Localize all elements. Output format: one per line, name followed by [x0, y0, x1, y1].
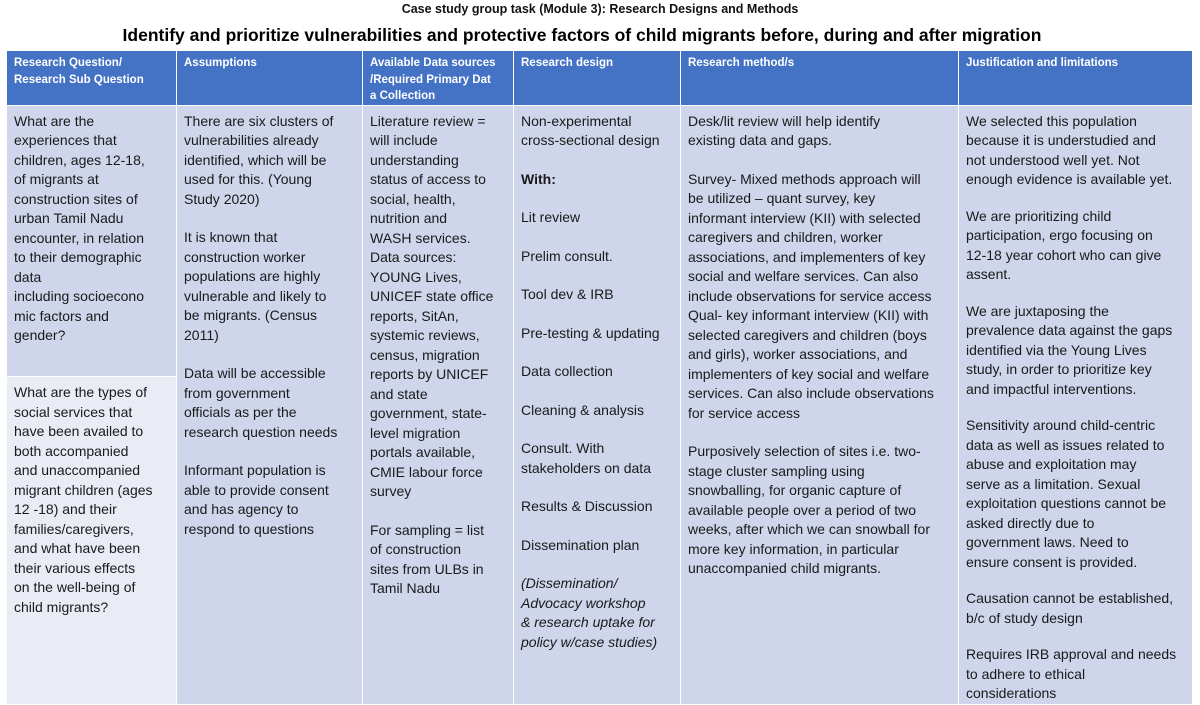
design-step: Dissemination plan	[521, 536, 640, 553]
data-sources-cell	[363, 105, 514, 704]
column-header-research-methods: Research method/s	[681, 51, 959, 106]
design-step: Cleaning & analysis	[521, 401, 644, 418]
column-header-research-question: Research Question/ Research Sub Question	[7, 51, 177, 106]
design-step: Lit review	[521, 209, 581, 225]
table-row	[7, 105, 1193, 377]
justification-item: We selected this population because it is understudied and not understood well yet. Not enough evidence is available yet.	[966, 112, 1173, 187]
assumption-item: It is known that construction worker populations are highly vulnerable and likely to be migrants. (Census 2011)	[184, 229, 327, 343]
assumption-item: Data will be accessible from government officials as per the research question needs	[184, 365, 338, 440]
research-question-2: What are the types of social services that have been availed to both accompanied and unaccompanied migrant children (ages 12 -18) and their families/caregivers, and what have been their various effects on the well-being of child migrants?	[14, 384, 153, 615]
data-source-item: Literature review = will include understanding status of access to social, health, nutrition and WASH services. Data sources: YOUNG Lives, UNICEF state office reports, SitAn, systemic reviews, census, migration reports by UNICEF and state government, state- level migration portals available, CMIE labour force survey	[370, 112, 494, 499]
column-header-justification: Justification and limitations	[959, 51, 1193, 106]
design-step: Pre-testing & updating	[521, 324, 660, 341]
design-intro: Non-experimental cross-sectional design	[521, 112, 660, 148]
column-header-assumptions: Assumptions	[177, 51, 363, 106]
design-step: Prelim consult.	[521, 247, 613, 264]
design-step: Tool dev & IRB	[521, 286, 614, 302]
method-item: Purposively selection of sites i.e. two- stage cluster sampling using snowballing, for organic capture of available people over a period of two weeks, after which we can snowball for more key information, in particular unaccompanied child migrants.	[688, 443, 930, 576]
justification-item: Sensitivity around child-centric data as well as issues related to abuse and exploitation may serve as a limitation. Sexual exploitation questions cannot be asked directly due to government laws. Need to ensure consent is provided.	[966, 417, 1167, 570]
design-step: Results & Discussion	[521, 498, 653, 514]
table-header-row	[7, 51, 1193, 106]
slide-supertitle: Case study group task (Module 3): Research Designs and Methods	[401, 2, 799, 16]
research-question-1: What are the experiences that children, ages 12-18, of migrants at construction sites of urban Tamil Nadu encounter, in relation to their demographic data including socioecono mic factors and gender?	[14, 112, 145, 343]
research-question-2-cell	[7, 377, 177, 704]
column-header-data-sources: Available Data sources /Required Primary Dat a Collection	[363, 51, 514, 106]
slide-title: Identify and prioritize vulnerabilities and protective factors of child migrants before, during and after migration	[122, 25, 1042, 45]
column-header-research-design: Research design	[514, 51, 681, 106]
justification-item: Causation cannot be established, b/c of study design	[966, 590, 1174, 626]
assumption-item: There are six clusters of vulnerabilities already identified, which will be used for this. (Young Study 2020)	[184, 112, 334, 207]
justification-item: We are prioritizing child participation, ergo focusing on 12-18 year cohort who can give assent.	[966, 207, 1162, 282]
assumption-item: Informant population is able to provide consent and has agency to respond to questions	[184, 462, 329, 537]
justification-item: Requires IRB approval and needs to adhere to ethical considerations	[966, 646, 1177, 701]
method-item: Survey- Mixed methods approach will be utilized – quant survey, key informant interview (KII) with selected caregivers and children, worker associations, and implementers of key social and welfare services. Can also include observations for service access Qual- key informant interview (KII) with selected caregivers and children (boys and girls), worker associations, and implementers of key social and welfare services. Can also include observations for service access	[688, 170, 934, 421]
design-step: Data collection	[521, 363, 613, 379]
research-design-cell	[514, 105, 681, 704]
justification-item: We are juxtaposing the prevalence data against the gaps identified via the Young Lives study, in order to prioritize key and impactful interventions.	[966, 302, 1173, 397]
design-with-label: With:	[521, 170, 556, 187]
research-question-1-cell	[7, 105, 177, 377]
design-step: Consult. With stakeholders on data	[521, 440, 651, 476]
design-note: (Dissemination/ Advocacy workshop & research uptake for policy w/case studies)	[521, 575, 658, 650]
justification-cell	[959, 105, 1193, 704]
data-source-item: For sampling = list of construction sites from ULBs in Tamil Nadu	[370, 521, 484, 596]
research-methods-cell	[681, 105, 959, 704]
assumptions-cell	[177, 105, 363, 704]
method-item: Desk/lit review will help identify existing data and gaps.	[688, 112, 881, 148]
research-design-table	[6, 50, 1193, 705]
